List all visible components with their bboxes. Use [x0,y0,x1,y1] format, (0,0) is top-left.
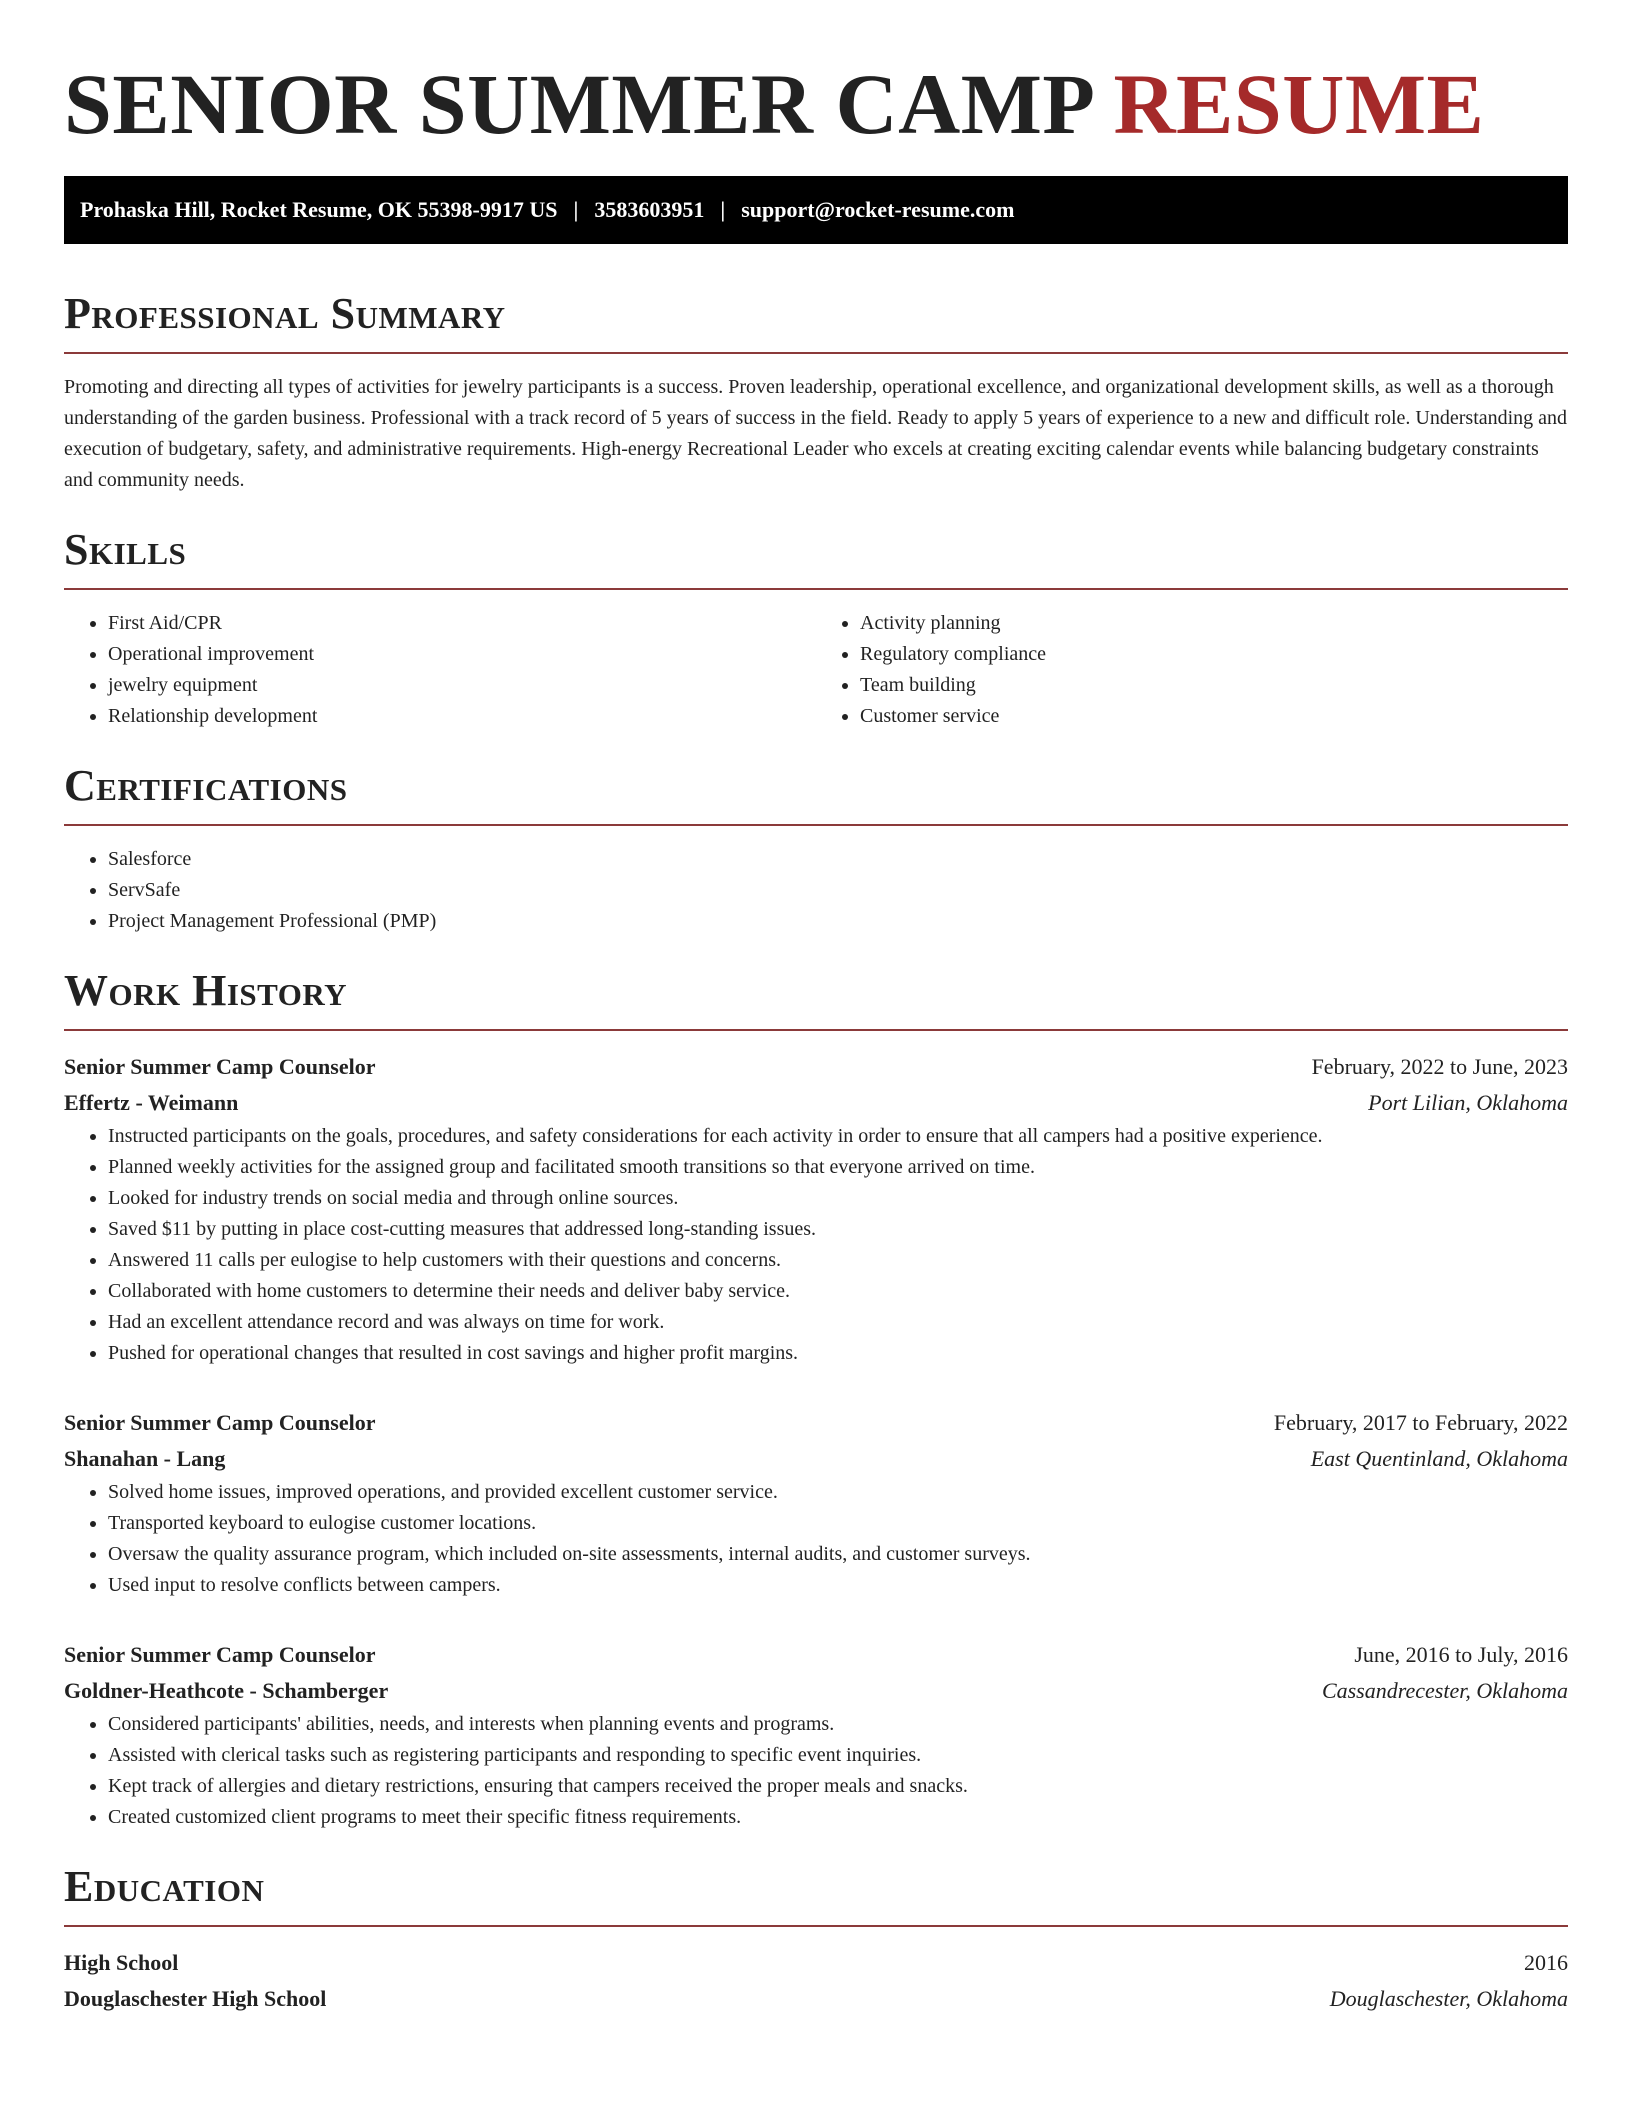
skills-list-left [64,608,816,732]
job-subheader [64,1441,1568,1477]
job-bullet: • Transported keyboard to eulogise customer locations. [108,1508,1568,1539]
education-section [64,1861,1568,2017]
certifications-section [64,760,1568,937]
job-entry [64,1637,1568,1833]
resume-title [64,56,1568,152]
job-header [64,1637,1568,1673]
job-bullet: • Created customized client programs to meet their specific fitness requirements. [108,1802,1568,1833]
job-title: Senior Summer Camp Counselor [64,1642,376,1667]
certification-item: • ServSafe [108,875,1568,906]
section-divider [64,1029,1568,1031]
skills-section [64,524,1568,732]
education-subheader [64,1981,1568,2017]
job-dates: February, 2017 to February, 2022 [1273,1410,1568,1435]
contact-bar [64,176,1568,244]
skills-list-right [816,608,1568,732]
job-company: Effertz - Weimann [64,1090,239,1115]
certification-item: • Project Management Professional (PMP) [108,906,1568,937]
education-location: Douglaschester, Oklahoma [1329,1986,1568,2011]
education-header [64,1945,1568,1981]
job-bullet: • Pushed for operational changes that resulted in cost savings and higher profit margins. [108,1338,1568,1369]
education-heading: Education [64,1862,265,1911]
work-heading: Work History [64,966,348,1015]
job-location: East Quentinland, Oklahoma [1310,1446,1568,1471]
job-bullet: • Planned weekly activities for the assigned group and facilitated smooth transitions so that everyone arrived on time. [108,1152,1568,1183]
education-year: 2016 [1524,1950,1568,1975]
job-bullet: • Solved home issues, improved operations, and provided excellent customer service. [108,1477,1568,1508]
work-section [64,965,1568,1833]
job-bullets [64,1709,1568,1833]
job-bullet: • Looked for industry trends on social media and through online sources. [108,1183,1568,1214]
education-degree: High School [64,1950,179,1975]
job-subheader [64,1085,1568,1121]
contact-separator: | [573,197,579,222]
job-bullet: • Answered 11 calls per eulogise to help customers with their questions and concerns. [108,1245,1568,1276]
certifications-heading: Certifications [64,761,348,810]
skills-columns [64,608,1568,732]
contact-email: support@rocket-resume.com [741,197,1015,222]
education-school: Douglaschester High School [64,1986,327,2011]
section-divider [64,824,1568,826]
job-entry [64,1049,1568,1369]
skill-item: • Customer service [860,701,1568,732]
summary-text: Promoting and directing all types of activities for jewelry participants is a success. Proven leadership, operational excellence, and organizational development skills, as well as a thorough understanding of the garden business. Professional with a track record of 5 years of success in the field. Ready to apply 5 years of experience to a new and difficult role. Understanding and execution of budgetary, safety, and administrative requirements. High-energy Recreational Leader who excels at creating exciting calendar events while balancing budgetary constraints and community needs. [64,376,1568,491]
skill-item: • Regulatory compliance [860,639,1568,670]
title-main: SENIOR SUMMER CAMP [64,56,1096,152]
job-entry [64,1405,1568,1601]
job-bullet: • Considered participants' abilities, needs, and interests when planning events and programs. [108,1709,1568,1740]
job-header [64,1049,1568,1085]
job-bullet: • Had an excellent attendance record and was always on time for work. [108,1307,1568,1338]
summary-heading: Professional Summary [64,289,506,338]
skill-item: • Team building [860,670,1568,701]
job-location: Cassandrecester, Oklahoma [1321,1678,1568,1703]
job-header [64,1405,1568,1441]
job-bullet: • Assisted with clerical tasks such as registering participants and responding to specific event inquiries. [108,1740,1568,1771]
skill-item: • Relationship development [108,701,816,732]
job-bullets [64,1121,1568,1369]
job-dates: February, 2022 to June, 2023 [1311,1054,1568,1079]
certifications-list [64,844,1568,937]
title-accent: RESUME [1113,56,1485,152]
job-bullets [64,1477,1568,1601]
skills-heading: Skills [64,525,187,574]
job-title: Senior Summer Camp Counselor [64,1410,376,1435]
job-location: Port Lilian, Oklahoma [1368,1090,1568,1115]
job-dates: June, 2016 to July, 2016 [1354,1642,1568,1667]
summary-section [64,288,1568,496]
job-subheader [64,1673,1568,1709]
job-bullet: • Instructed participants on the goals, procedures, and safety considerations for each activity in order to ensure that all campers had a positive experience. [108,1121,1568,1152]
skill-item: • Activity planning [860,608,1568,639]
section-divider [64,352,1568,354]
job-company: Shanahan - Lang [64,1446,226,1471]
job-bullet: • Oversaw the quality assurance program, which included on-site assessments, internal audits, and customer surveys. [108,1539,1568,1570]
job-bullet: • Kept track of allergies and dietary restrictions, ensuring that campers received the proper meals and snacks. [108,1771,1568,1802]
contact-phone: 3583603951 [594,197,705,222]
job-bullet: • Collaborated with home customers to determine their needs and deliver baby service. [108,1276,1568,1307]
job-title: Senior Summer Camp Counselor [64,1054,376,1079]
job-company: Goldner-Heathcote - Schamberger [64,1678,389,1703]
contact-address: Prohaska Hill, Rocket Resume, OK 55398-9917 US [80,197,558,222]
section-divider [64,588,1568,590]
skill-item: • jewelry equipment [108,670,816,701]
job-bullet: • Used input to resolve conflicts between campers. [108,1570,1568,1601]
section-divider [64,1925,1568,1927]
skill-item: • Operational improvement [108,639,816,670]
job-bullet: • Saved $11 by putting in place cost-cutting measures that addressed long-standing issues. [108,1214,1568,1245]
contact-separator: | [720,197,726,222]
certification-item: • Salesforce [108,844,1568,875]
skill-item: • First Aid/CPR [108,608,816,639]
